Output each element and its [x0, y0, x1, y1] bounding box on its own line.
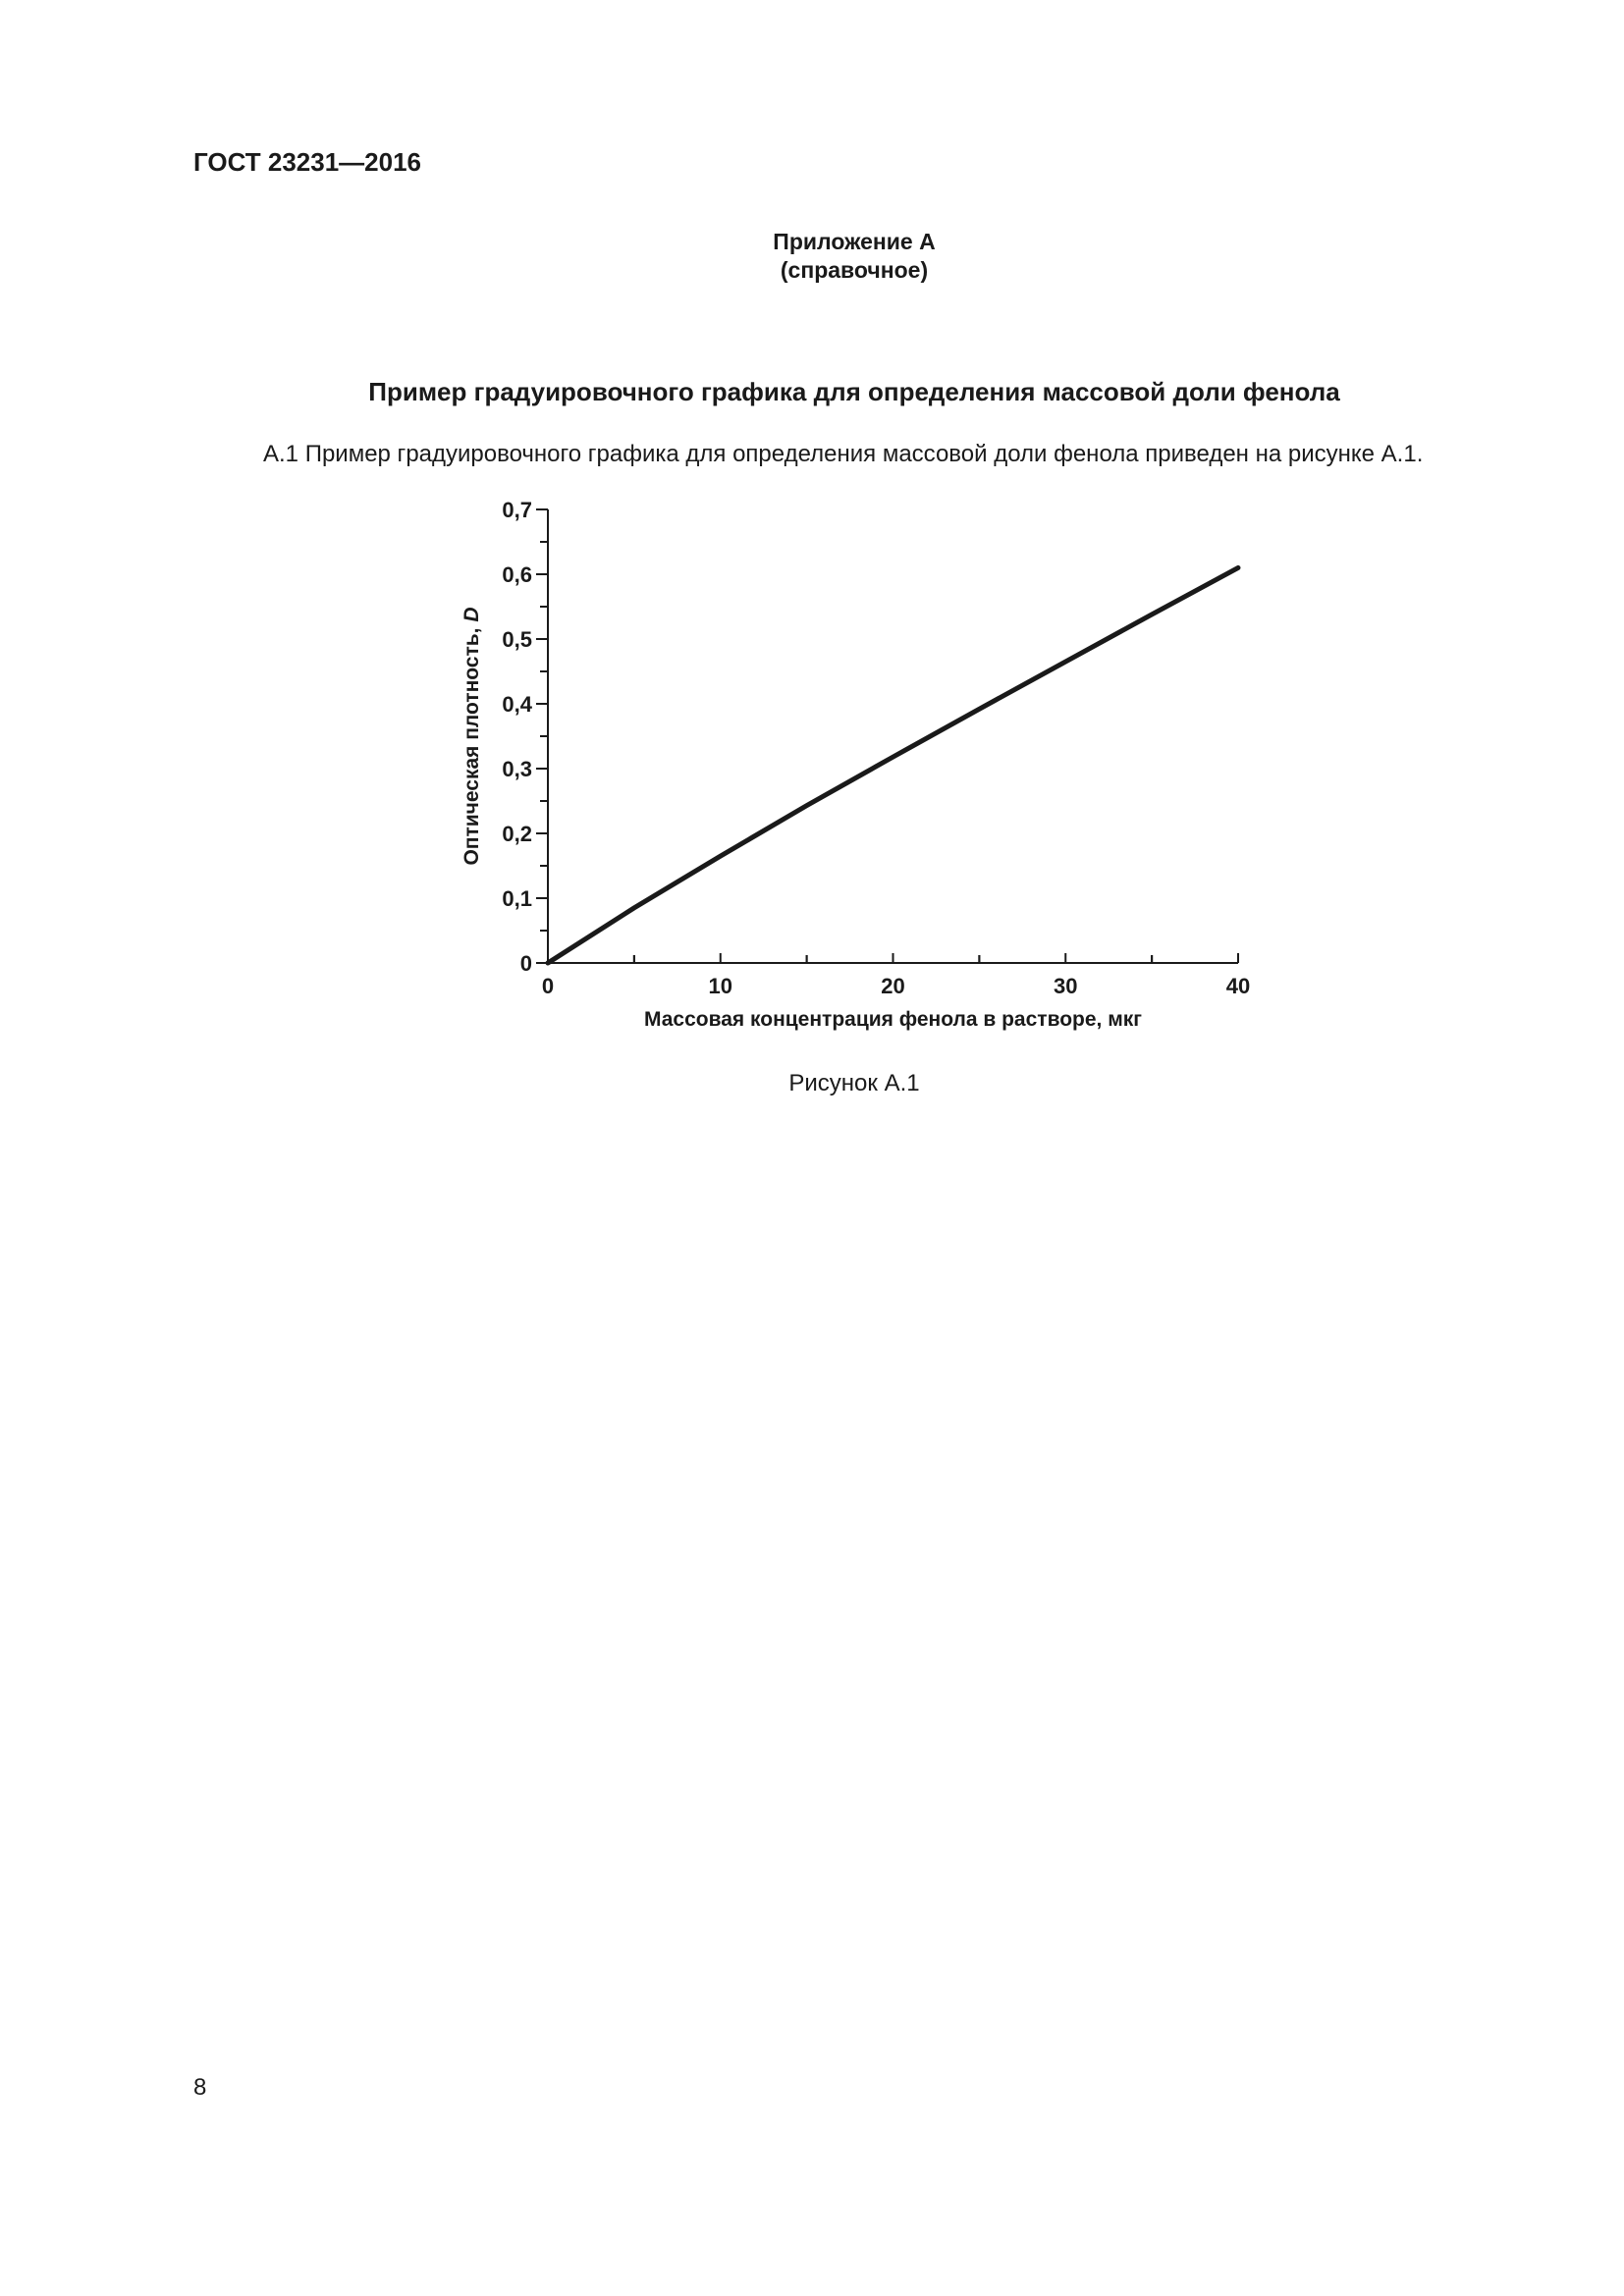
y-tick-label: 0,4	[502, 692, 532, 717]
paragraph-a1: А.1 Пример градуировочного графика для определения массовой доли фенола приведен на рисунке А.1.	[263, 441, 1424, 467]
annex-subtitle: (справочное)	[780, 257, 929, 283]
y-tick-label: 0,3	[502, 757, 532, 781]
y-tick-label: 0,6	[502, 562, 532, 587]
document-code: ГОСТ 23231—2016	[193, 147, 421, 177]
y-tick-label: 0,5	[502, 627, 532, 652]
x-tick-label: 30	[1054, 974, 1078, 998]
y-tick-label: 0,1	[502, 886, 532, 911]
calibration-chart	[0, 0, 1624, 1080]
y-tick-label: 0	[519, 951, 532, 976]
y-axis-label-symbol: D	[460, 607, 483, 622]
series-line	[548, 567, 1238, 963]
page-number: 8	[193, 2074, 207, 2101]
chart-series	[548, 567, 1238, 963]
x-tick-label: 40	[1225, 974, 1251, 998]
y-tick-label: 0,2	[502, 822, 532, 846]
section-title: Пример градуировочного графика для определения массовой доли фенола	[368, 377, 1340, 406]
annex-title: Приложение А	[773, 229, 936, 254]
y-tick-label: 0,7	[502, 498, 532, 522]
y-axis-label-text: Оптическая плотность,	[460, 621, 483, 866]
figure-caption: Рисунок А.1	[788, 1070, 920, 1096]
y-axis-label	[460, 607, 483, 865]
x-tick-label: 0	[541, 974, 555, 998]
x-tick-label: 10	[708, 974, 732, 998]
x-axis-label: Массовая концентрация фенола в растворе, мкг	[644, 1008, 1142, 1031]
x-tick-label: 20	[881, 974, 905, 998]
